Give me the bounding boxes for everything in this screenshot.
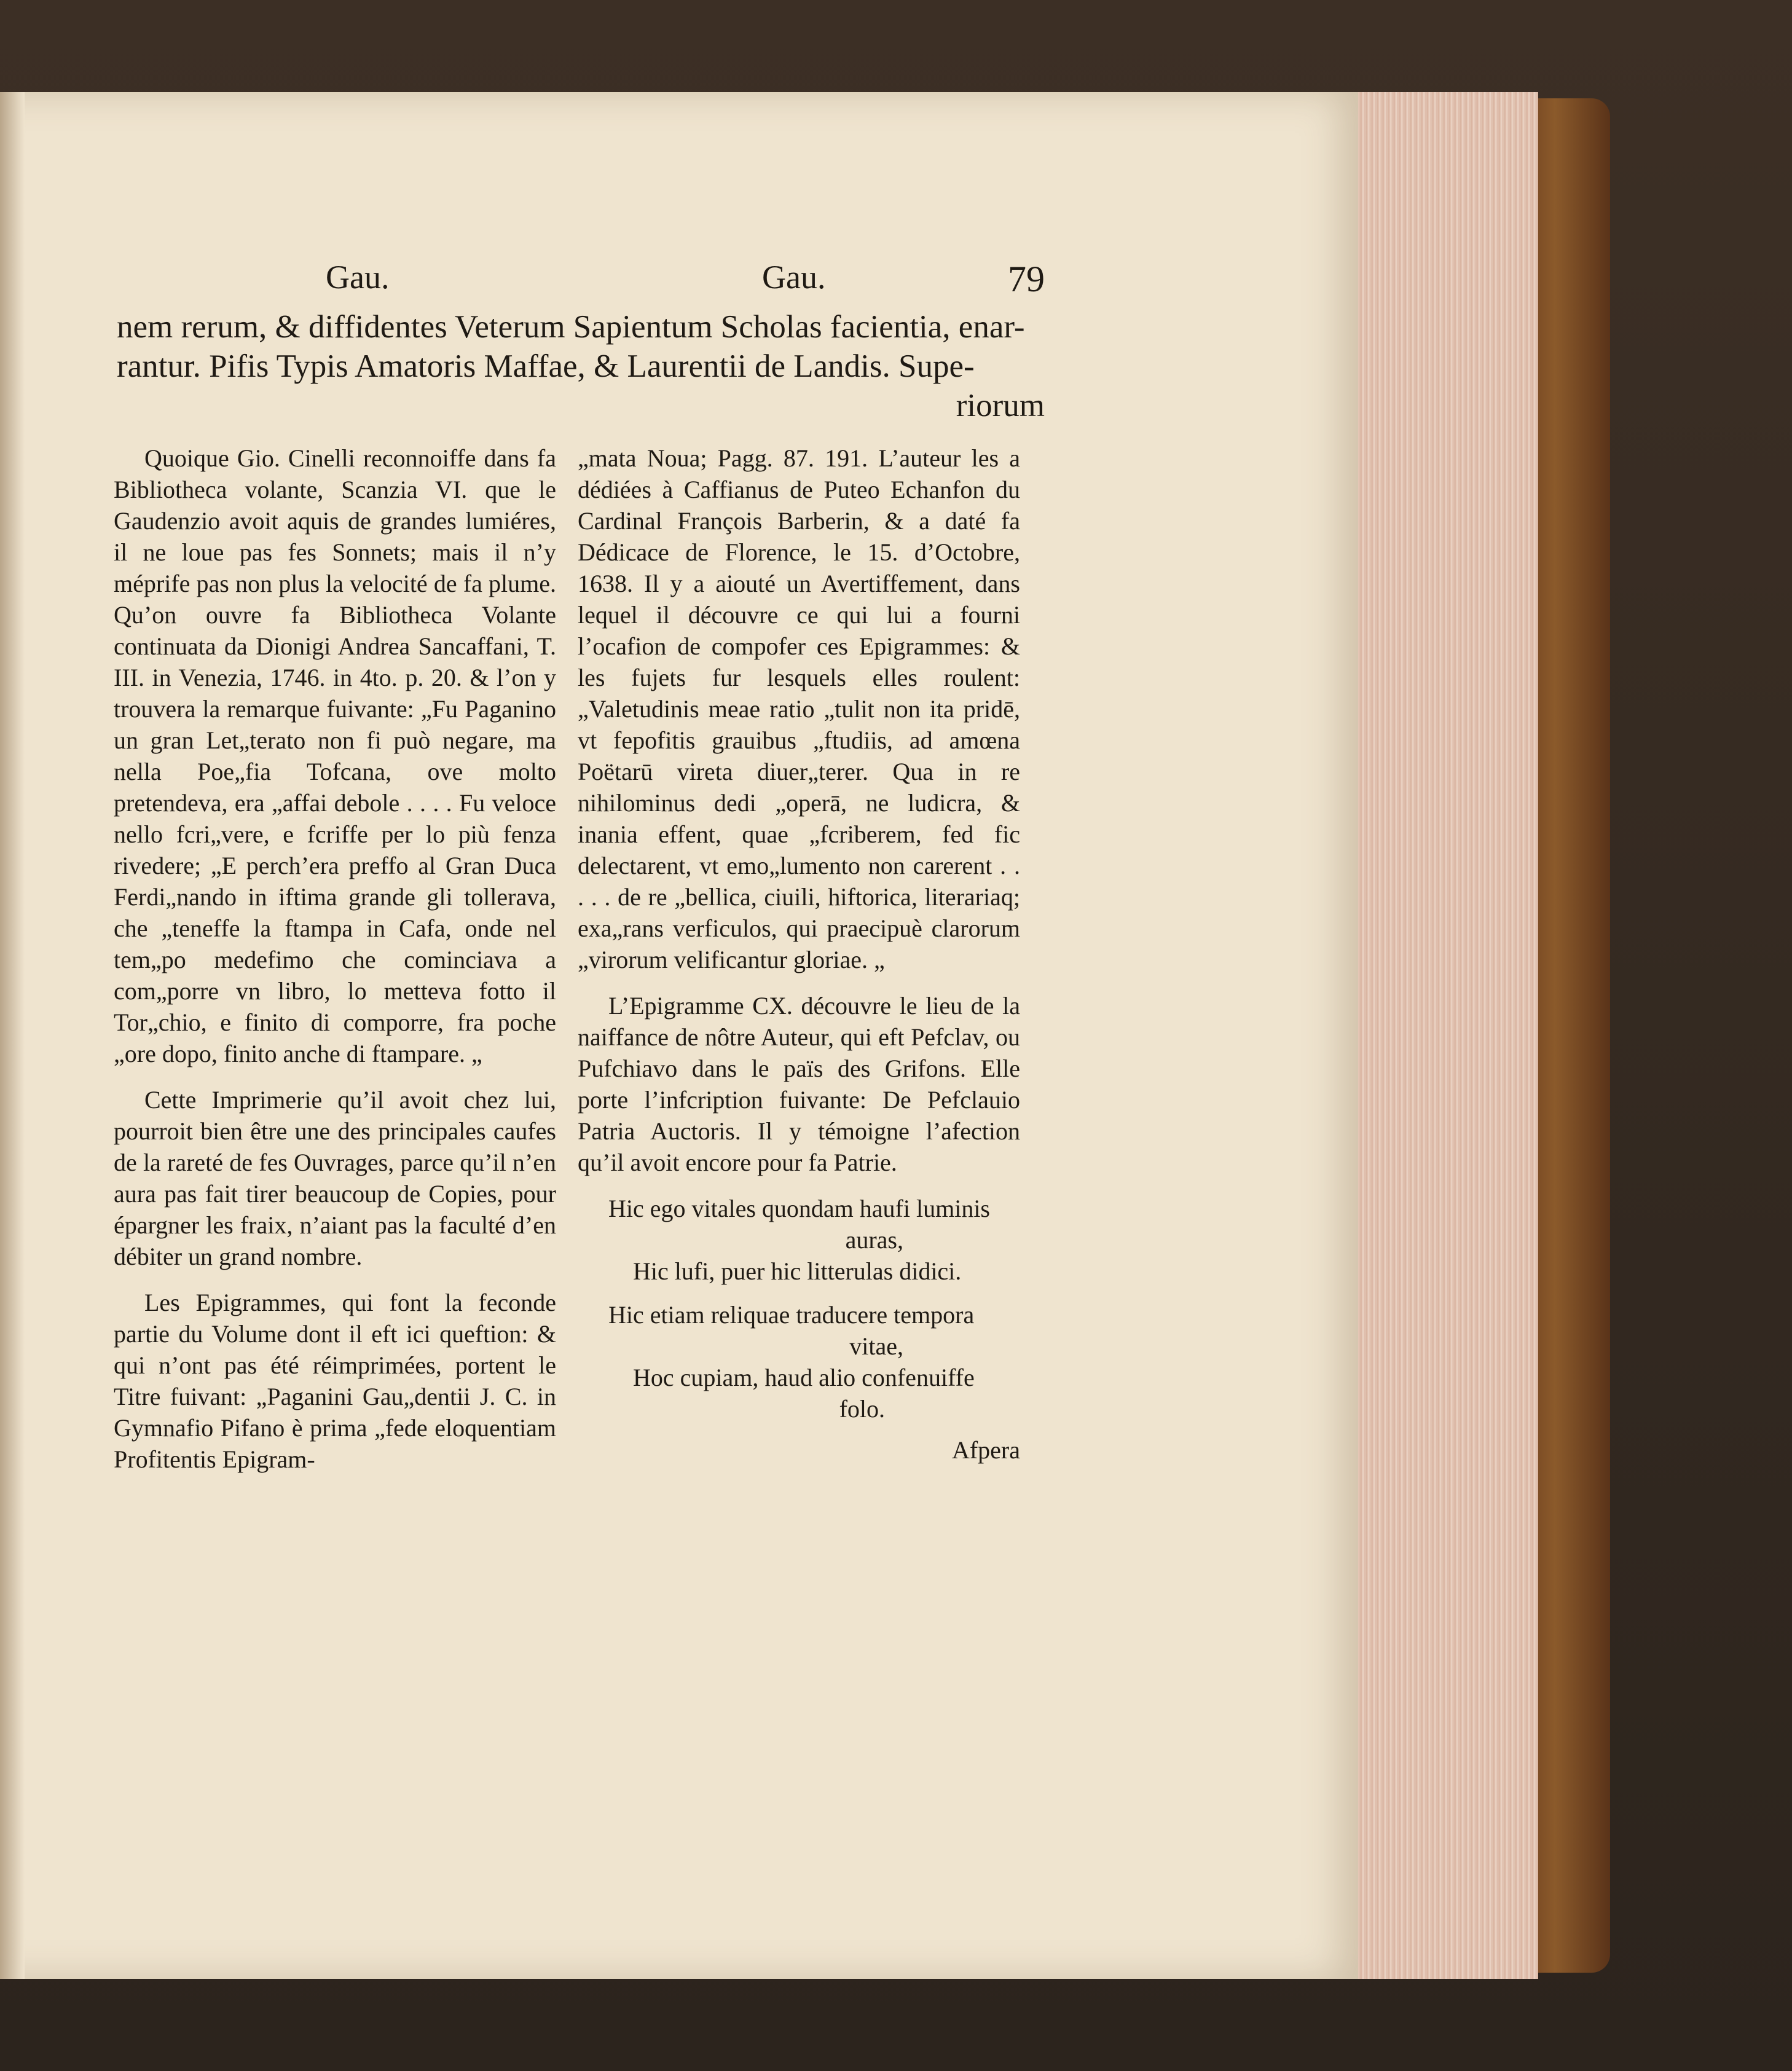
top-continuation-text: [117, 307, 1045, 425]
right-paragraph-2: L’Epigramme CX. découvre le lieu de la naiffance de nôtre Auteur, qui eft Pefclav, ou Pufchiavo dans le païs des Grifons. Elle porte l’infcription fuivante: De Pefclauio Patria Auctoris. Il y témoigne l’afection qu’il avoit encore pour fa Patrie.: [578, 992, 1020, 1176]
page-fore-edge: [1352, 92, 1538, 1979]
page-gutter: [0, 92, 25, 1979]
poem-line-1: Hic ego vitales quondam haufi luminis: [608, 1195, 990, 1222]
left-paragraph-3: Les Epigrammes, qui font la feconde partie du Volume dont il eft ici queftion: & qui n’ont pas été réimprimées, portent le Titre fuivant: „Paganini Gau„dentii J. C. in Gymnafio Pifano è prima „fede eloquentiam Profitentis Epigram-: [114, 1289, 556, 1473]
running-head-left: Gau.: [326, 259, 390, 296]
running-head-middle: Gau.: [762, 259, 826, 296]
epigram-poem: [578, 1193, 1020, 1425]
poem-line-4-cont: folo.: [839, 1395, 885, 1423]
top-line-2: rantur. Pifis Typis Amatoris Maffae, & Laurentii de Landis. Supe-: [117, 348, 975, 384]
poem-line-3: Hic etiam reliquae traducere tempora: [608, 1301, 975, 1329]
page-number: 79: [1008, 259, 1045, 299]
left-paragraph-2: Cette Imprimerie qu’il avoit chez lui, pourroit bien être une des principales caufes de la rareté de fes Ouvrages, parce qu’il n’en aura pas fait tirer beaucoup de Copies, pour épargner les fraix, n’aiant pas la faculté d’en débiter un grand nombre.: [114, 1086, 556, 1270]
top-line-3: riorum: [956, 388, 1045, 423]
poem-line-1-cont: auras,: [845, 1226, 903, 1254]
poem-line-4: Hoc cupiam, haud alio confenuiffe: [633, 1364, 975, 1391]
left-paragraph-1: Quoique Gio. Cinelli reconnoiffe dans fa Bibliotheca volante, Scanzia VI. que le Gaudenzio avoit aquis de grandes lumiéres, il ne loue pas fes Sonnets; mais il n’y méprife pas non plus la velocité de fa plume. Qu’on ouvre fa Bibliotheca Volante continuata da Dionigi Andrea Sancaffani, T. III. in Venezia, 1746. in 4to. p. 20. & l’on y trouvera la remarque fuivante: „Fu Paganino un gran Let„terato non fi può negare, ma nella Poe„fia Tofcana, ove molto pretendeva, era „affai debole . . . . Fu veloce nello fcri„vere, e fcriffe per lo più fenza rivedere; „E perch’era preffo al Gran Duca Ferdi„nando in iftima grande gli tollerava, che „teneffe la ftampa in Cafa, onde nel tem„po medefimo che cominciava a com„porre vn libro, lo metteva fotto il Tor„chio, e finito di comporre, fra poche „ore dopo, finito anche di ftampare. „: [114, 444, 556, 1067]
poem-line-2: Hic lufi, puer hic litterulas didici.: [633, 1257, 962, 1285]
left-column: [114, 442, 556, 1490]
catchword: Afpera: [951, 1436, 1020, 1464]
right-paragraph-1: „mata Noua; Pagg. 87. 191. L’auteur les a dédiées à Caffianus de Puteo Echanfon du Cardinal François Barberin, & a daté fa Dédicace de Florence, le 15. d’Octobre, 1638. Il y a aiouté un Avertiffement, dans lequel il découvre ce qui lui a fourni l’ocafion de compofer ces Epigrammes: & les fujets fur lesquels elles roulent: „Valetudinis meae ratio „tulit non ita pridē, vt fepofitis grauibus „ftudiis, ad amœna Poëtarū vireta diuer„terer. Qua in re nihilominus dedi „operā, ne ludicra, & inania effent, quae „fcriberem, fed fic delectarent, vt emo„lumento non carerent . . . . . de re „bellica, ciuili, hiftorica, literariaq; exa„rans verficulos, qui praecipuè clarorum „virorum velificantur gloriae. „: [578, 444, 1020, 973]
right-column: [578, 442, 1020, 1466]
poem-line-3-cont: vitae,: [849, 1332, 903, 1360]
top-line-1: nem rerum, & diffidentes Veterum Sapientum Scholas facientia, enar-: [117, 309, 1025, 345]
